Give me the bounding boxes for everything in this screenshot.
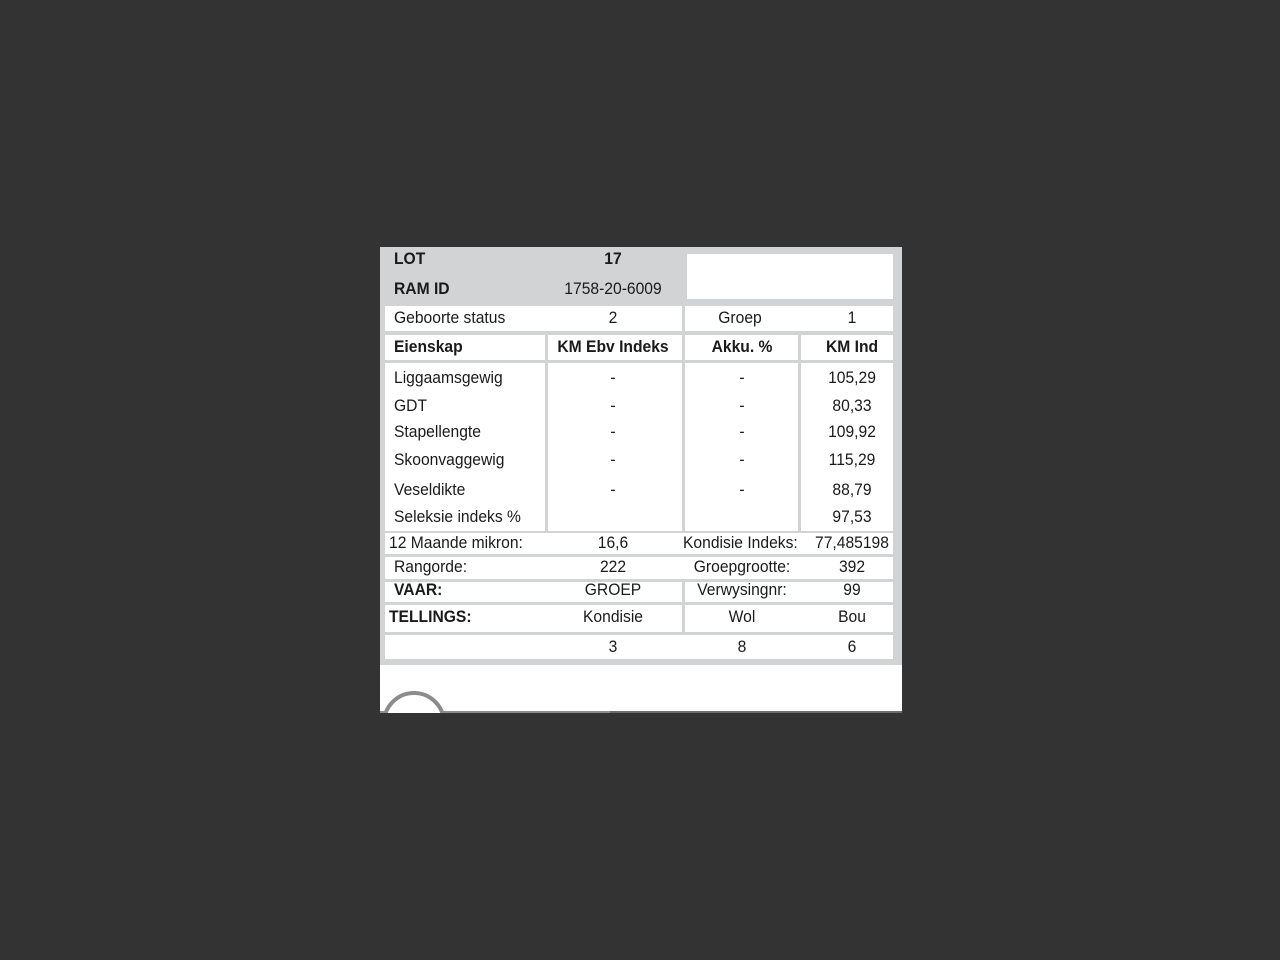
trait-ebv: - bbox=[610, 396, 616, 415]
trait-ebv-cell bbox=[548, 363, 682, 531]
header-accuracy: Akku. % bbox=[711, 337, 773, 356]
trait-km-ind-cell bbox=[801, 363, 893, 531]
trait-name: Liggaamsgewig bbox=[394, 368, 503, 387]
header-trait: Eienskap bbox=[394, 337, 463, 356]
trait-ebv: - bbox=[610, 422, 616, 441]
header-km-ebv-cell bbox=[548, 335, 682, 360]
rank-value: 222 bbox=[599, 557, 627, 576]
header-km-ind-cell bbox=[801, 335, 893, 360]
trait-name: Skoonvaggewig bbox=[394, 450, 505, 469]
trait-names-cell bbox=[385, 363, 545, 531]
birth-status-value: 2 bbox=[608, 308, 618, 327]
birth-status-label: Geboorte status bbox=[394, 308, 506, 327]
reference-label: Verwysingnr: bbox=[697, 580, 787, 599]
group-cell bbox=[685, 306, 893, 331]
group-size-value: 392 bbox=[838, 557, 866, 576]
header-km-ind: KM Ind bbox=[825, 337, 879, 356]
trait-km-ind: 105,29 bbox=[828, 368, 876, 387]
micron-value: 16,6 bbox=[597, 533, 629, 552]
trait-name: Veseldikte bbox=[394, 480, 466, 499]
counts-value-bou: 6 bbox=[847, 637, 857, 656]
lot-label: LOT bbox=[394, 249, 426, 268]
group-size-label: Groepgrootte: bbox=[693, 557, 791, 576]
footer-strip bbox=[380, 665, 902, 713]
lot-value: 17 bbox=[604, 249, 622, 268]
rank-row bbox=[385, 557, 893, 579]
trait-km-ind: 115,29 bbox=[828, 450, 876, 469]
trait-accuracy: - bbox=[739, 450, 745, 469]
birth-status-cell bbox=[385, 306, 682, 331]
counts-value-kondisie: 3 bbox=[608, 637, 618, 656]
sire-value: GROEP bbox=[584, 580, 642, 599]
ram-id-label: RAM ID bbox=[394, 279, 450, 298]
trait-accuracy: - bbox=[739, 396, 745, 415]
micron-row bbox=[385, 533, 893, 554]
group-label: Groep bbox=[718, 308, 762, 327]
trait-ebv: - bbox=[610, 450, 616, 469]
header-km-ebv: KM Ebv Indeks bbox=[557, 337, 669, 356]
trait-km-ind: 97,53 bbox=[832, 507, 872, 526]
counts-label: TELLINGS: bbox=[389, 607, 472, 626]
trait-name: Stapellengte bbox=[394, 422, 481, 441]
sire-label: VAAR: bbox=[394, 580, 443, 599]
trait-accuracy: - bbox=[739, 422, 745, 441]
trait-name: GDT bbox=[394, 396, 428, 415]
trait-accuracy-cell bbox=[685, 363, 798, 531]
trait-ebv: - bbox=[610, 480, 616, 499]
trait-km-ind: 88,79 bbox=[832, 480, 872, 499]
trait-km-ind: 80,33 bbox=[832, 396, 872, 415]
ram-info-sheet bbox=[380, 247, 902, 665]
sire-cell bbox=[385, 582, 682, 602]
footer-divider-dark bbox=[610, 711, 902, 713]
kondisie-index-label: Kondisie Indeks: bbox=[683, 533, 798, 552]
trait-ebv: - bbox=[610, 368, 616, 387]
counts-col-bou: Bou bbox=[838, 607, 866, 626]
reference-cell bbox=[685, 582, 893, 602]
kondisie-index-value: 77,485198 bbox=[815, 533, 889, 552]
counts-col-wol: Wol bbox=[728, 607, 756, 626]
counts-label-cell bbox=[385, 605, 682, 632]
ram-id-value: 1758-20-6009 bbox=[564, 279, 662, 298]
rank-label: Rangorde: bbox=[394, 557, 468, 576]
counts-value-wol: 8 bbox=[737, 637, 747, 656]
micron-label: 12 Maande mikron: bbox=[389, 533, 523, 552]
counts-cols-cell bbox=[685, 605, 893, 632]
ram-sale-card bbox=[380, 247, 902, 713]
counts-col-kondisie: Kondisie bbox=[582, 607, 644, 626]
trait-accuracy: - bbox=[739, 368, 745, 387]
group-value: 1 bbox=[847, 308, 857, 327]
trait-km-ind: 109,92 bbox=[828, 422, 876, 441]
trait-accuracy: - bbox=[739, 480, 745, 499]
header-accuracy-cell bbox=[685, 335, 798, 360]
counts-values-row bbox=[385, 635, 893, 659]
header-trait-cell bbox=[385, 335, 545, 360]
trait-name: Seleksie indeks % bbox=[394, 507, 521, 526]
blank-header-box bbox=[687, 254, 893, 299]
reference-value: 99 bbox=[843, 580, 861, 599]
